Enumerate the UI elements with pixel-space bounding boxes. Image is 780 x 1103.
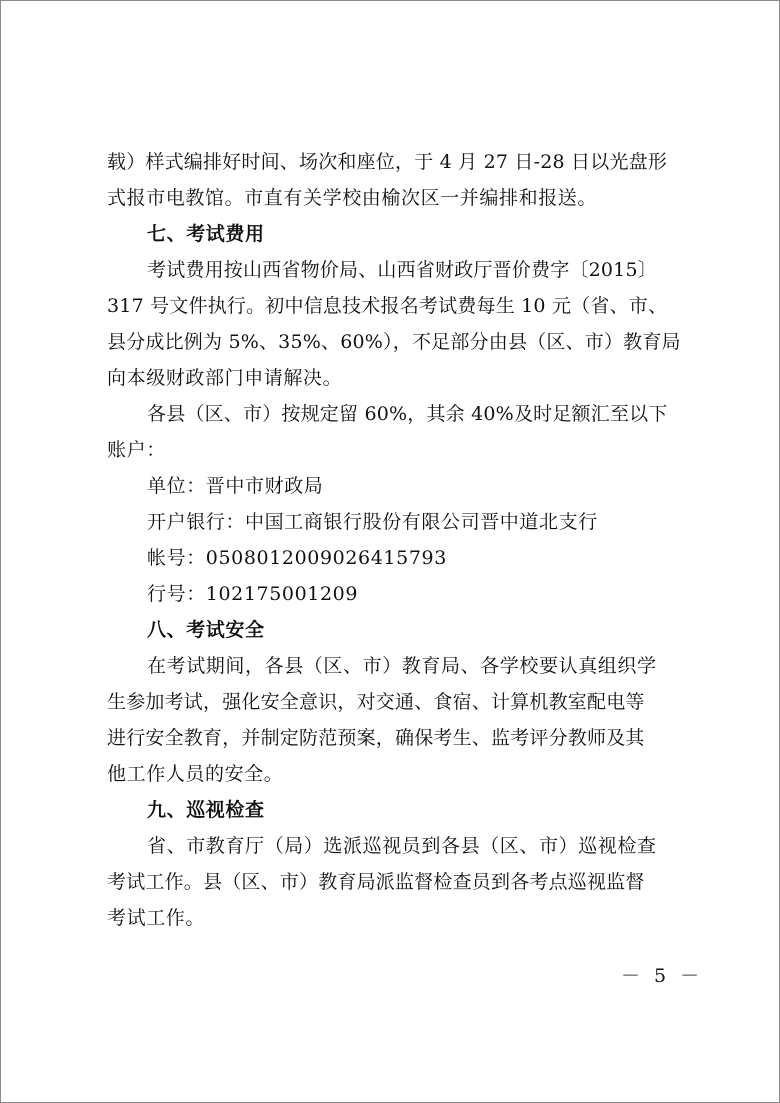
document-body [107, 144, 687, 936]
section-heading-inspection: 九、巡视检查 [147, 799, 265, 821]
account-unit: 单位：晋中市财政局 [147, 475, 324, 497]
paragraph-line: 在考试期间，各县（区、市）教育局、各学校要认真组织学 [147, 655, 657, 677]
paragraph-line: 考试工作。县（区、市）教育局派监督检查员到各考点巡视监督 [107, 871, 645, 893]
paragraph-line: 生参加考试，强化安全意识，对交通、食宿、计算机教室配电等 [107, 691, 645, 713]
paragraph-line: 向本级财政部门申请解决。 [107, 367, 343, 389]
paragraph-line: 账户： [107, 439, 166, 461]
paragraph-line: 县分成比例为 5%、35%、60%），不足部分由县（区、市）教育局 [107, 331, 681, 353]
bank-code: 行号：102175001209 [147, 583, 359, 605]
paragraph-line: 省、市教育厅（局）选派巡视员到各县（区、市）巡视检查 [147, 835, 657, 857]
paragraph-line: 进行安全教育，并制定防范预案，确保考生、监考评分教师及其 [107, 727, 645, 749]
page-number: － 5 － [621, 965, 704, 987]
section-heading-safety: 八、考试安全 [147, 619, 265, 641]
paragraph-line: 载）样式编排好时间、场次和座位，于 4 月 27 日-28 日以光盘形 [107, 151, 668, 173]
paragraph-line: 考试费用按山西省物价局、山西省财政厅晋价费字〔2015〕 [147, 259, 657, 281]
paragraph-line: 各县（区、市）按规定留 60%，其余 40%及时足额汇至以下 [147, 403, 668, 425]
paragraph-line: 317 号文件执行。初中信息技术报名考试费每生 10 元（省、市、 [107, 295, 668, 317]
account-number: 帐号：0508012009026415793 [147, 547, 447, 569]
paragraph-line: 考试工作。 [107, 907, 206, 929]
paragraph-line: 式报市电教馆。市直有关学校由榆次区一并编排和报送。 [107, 187, 598, 209]
paragraph-line: 他工作人员的安全。 [107, 763, 284, 785]
section-heading-fees: 七、考试费用 [147, 223, 265, 245]
account-bank: 开户银行：中国工商银行股份有限公司晋中道北支行 [147, 511, 598, 533]
